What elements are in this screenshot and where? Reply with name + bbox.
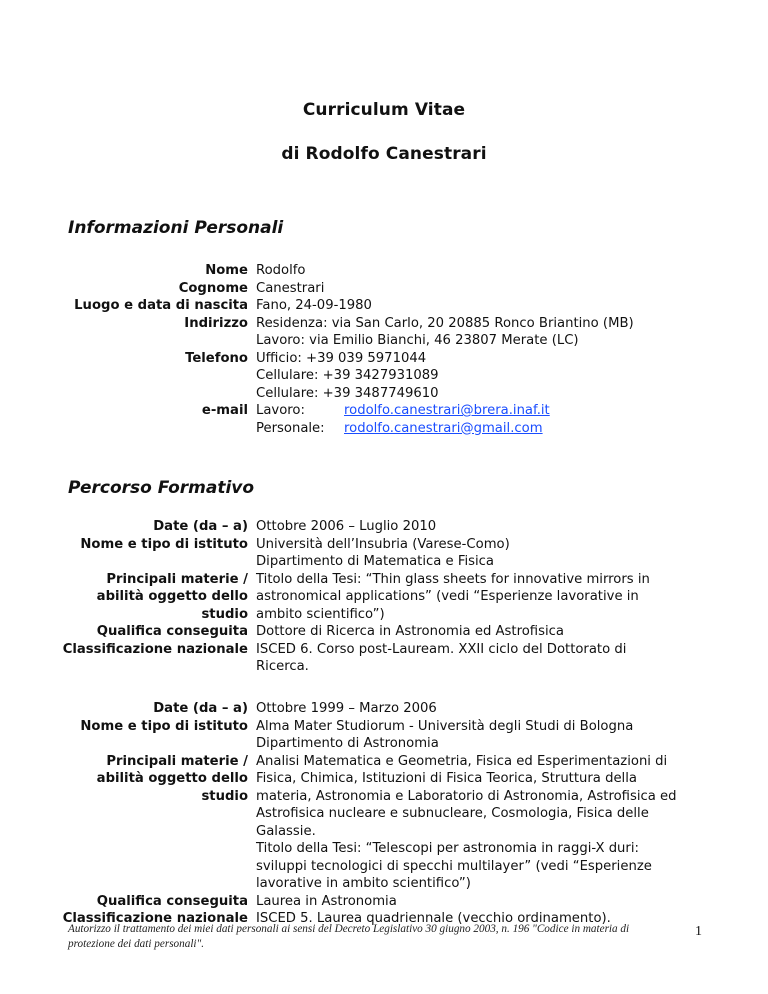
formative-entry bbox=[0, 518, 768, 676]
email-link-work[interactable]: rodolfo.canestrari@brera.inaf.it bbox=[344, 403, 550, 418]
formative-entry bbox=[0, 700, 768, 928]
row-qualifica bbox=[0, 623, 768, 641]
label-materie-line: Principali materie / bbox=[106, 753, 248, 769]
row-nascita bbox=[0, 297, 768, 315]
label-classificazione: Classificazione nazionale bbox=[62, 911, 248, 926]
value-istituto-line: Università dell’Insubria (Varese-Como) bbox=[256, 536, 510, 552]
email-line-personal bbox=[256, 420, 686, 438]
value-telefono-cellulare-1: Cellulare: +39 3427931089 bbox=[256, 368, 439, 383]
value-materie-line: Titolo della Tesi: “Telescopi per astronomia in raggi-X duri: bbox=[256, 841, 639, 856]
label-istituto: Nome e tipo di istituto bbox=[80, 718, 248, 734]
label-materie-line: studio bbox=[201, 606, 248, 622]
value-istituto-line: Dipartimento di Matematica e Fisica bbox=[256, 554, 494, 569]
document-title: Curriculum Vitae bbox=[302, 100, 466, 120]
value-date: Ottobre 2006 – Luglio 2010 bbox=[256, 519, 437, 534]
value-istituto-line: Dipartimento di Astronomia bbox=[256, 736, 439, 751]
row-cognome bbox=[0, 280, 768, 298]
label-classificazione: Classificazione nazionale bbox=[62, 641, 248, 657]
label-materie-line: abilità oggetto dello bbox=[96, 771, 248, 786]
label-materie-line: studio bbox=[201, 788, 248, 804]
label-qualifica: Qualifica conseguita bbox=[96, 893, 248, 909]
value-materie-line: Astrofisica nucleare e subnucleare, Cosmologia, Fisica delle bbox=[256, 806, 649, 821]
label-materie bbox=[0, 571, 248, 624]
label-date: Date (da – a) bbox=[153, 519, 248, 534]
row-materie bbox=[0, 571, 768, 624]
row-istituto bbox=[0, 718, 768, 753]
value-materie-line: ambito scientifico”) bbox=[256, 606, 385, 622]
row-date bbox=[0, 700, 768, 718]
value-cognome: Canestrari bbox=[256, 280, 325, 296]
value-materie-line: lavorative in ambito scientifico”) bbox=[256, 876, 471, 891]
label-nascita: Luogo e data di nascita bbox=[74, 298, 248, 313]
section-heading-personal: Informazioni Personali bbox=[68, 218, 284, 238]
value-nascita: Fano, 24-09-1980 bbox=[256, 298, 372, 313]
label-nome: Nome bbox=[205, 263, 248, 278]
label-date: Date (da – a) bbox=[153, 701, 248, 716]
value-materie-line: materia, Astronomia e Laboratorio di Astronomia, Astrofisica ed bbox=[256, 788, 677, 804]
row-email bbox=[0, 402, 768, 437]
page-number: 1 bbox=[695, 924, 702, 939]
value-materie-line: Titolo della Tesi: “Thin glass sheets for innovative mirrors in bbox=[256, 571, 650, 587]
value-classificazione-line: ISCED 6. Corso post-Lauream. XXII ciclo del Dottorato di bbox=[256, 641, 627, 657]
email-link-personal[interactable]: rodolfo.canestrari@gmail.com bbox=[344, 420, 543, 436]
value-qualifica: Laurea in Astronomia bbox=[256, 893, 397, 909]
value-istituto-line: Alma Mater Studiorum - Università degli Studi di Bologna bbox=[256, 718, 634, 734]
row-nome bbox=[0, 262, 768, 280]
value-telefono-ufficio: Ufficio: +39 039 5971044 bbox=[256, 350, 427, 366]
row-telefono bbox=[0, 350, 768, 403]
value-materie-line: Analisi Matematica e Geometria, Fisica ed Esperimentazioni di bbox=[256, 753, 668, 769]
label-materie-line: abilità oggetto dello bbox=[96, 589, 248, 604]
value-indirizzo-residenza: Residenza: via San Carlo, 20 20885 Ronco Briantino (MB) bbox=[256, 315, 634, 331]
label-istituto: Nome e tipo di istituto bbox=[80, 536, 248, 552]
email-line-work bbox=[256, 402, 686, 420]
value-materie-line: Fisica, Chimica, Istituzioni di Fisica Teorica, Struttura della bbox=[256, 771, 637, 786]
label-indirizzo: Indirizzo bbox=[184, 315, 248, 331]
row-materie bbox=[0, 753, 768, 893]
value-indirizzo-lavoro: Lavoro: via Emilio Bianchi, 46 23807 Merate (LC) bbox=[256, 333, 579, 348]
value-classificazione-line: Ricerca. bbox=[256, 659, 309, 674]
email-kind-personal: Personale: bbox=[256, 420, 325, 436]
label-qualifica: Qualifica conseguita bbox=[96, 624, 248, 639]
row-istituto bbox=[0, 536, 768, 571]
row-indirizzo bbox=[0, 315, 768, 350]
personal-info-block bbox=[0, 262, 768, 437]
row-classificazione bbox=[0, 641, 768, 676]
value-qualifica: Dottore di Ricerca in Astronomia ed Astrofisica bbox=[256, 624, 564, 639]
label-materie bbox=[0, 753, 248, 893]
value-date: Ottobre 1999 – Marzo 2006 bbox=[256, 701, 437, 716]
value-materie-line: Galassie. bbox=[256, 823, 316, 839]
row-qualifica bbox=[0, 893, 768, 911]
value-nome: Rodolfo bbox=[256, 263, 306, 278]
label-telefono: Telefono bbox=[185, 350, 248, 366]
footer-privacy-note: Autorizzo il trattamento dei miei dati personali ai sensi del Decreto Legislativo 30 giugno 2003, n. 196 "Codice in materia di protezione dei dati personali". bbox=[68, 923, 630, 950]
label-cognome: Cognome bbox=[178, 280, 248, 296]
label-email: e-mail bbox=[201, 403, 248, 418]
document-subtitle: di Rodolfo Canestrari bbox=[281, 144, 487, 164]
label-materie-line: Principali materie / bbox=[106, 571, 248, 587]
email-kind-work: Lavoro: bbox=[256, 403, 305, 418]
value-telefono-cellulare-2: Cellulare: +39 3487749610 bbox=[256, 385, 439, 401]
section-heading-formative: Percorso Formativo bbox=[68, 478, 255, 498]
value-materie-line: sviluppi tecnologici di specchi multilayer” (vedi “Esperienze bbox=[256, 858, 652, 874]
value-materie-line: astronomical applications” (vedi “Esperienze lavorative in bbox=[256, 589, 639, 604]
value-classificazione-line: ISCED 5. Laurea quadriennale (vecchio ordinamento). bbox=[256, 911, 611, 926]
row-date bbox=[0, 518, 768, 536]
